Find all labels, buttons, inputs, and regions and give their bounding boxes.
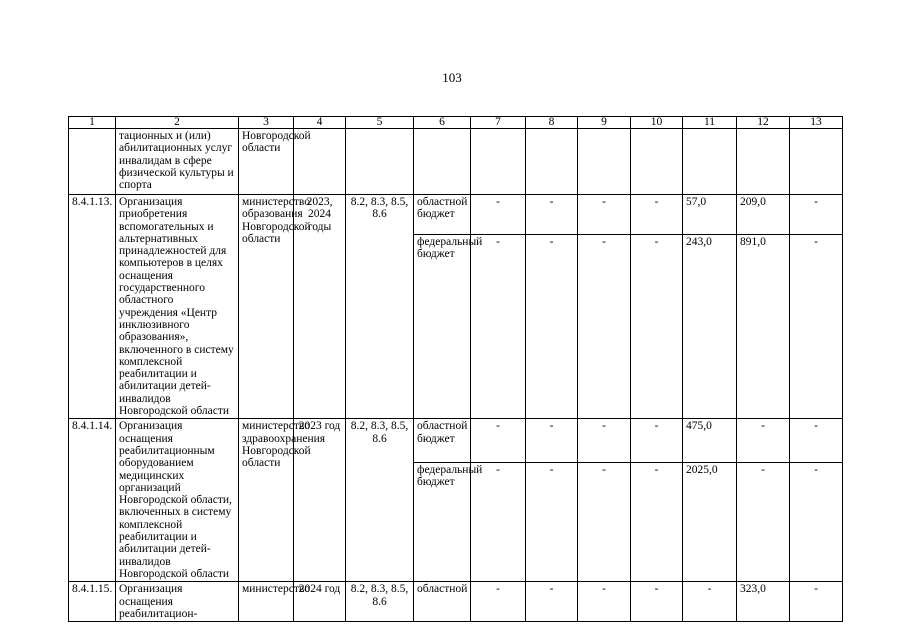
value-col-9: - bbox=[578, 195, 631, 235]
value-col-9: - bbox=[578, 582, 631, 622]
value-col-7: - bbox=[471, 234, 526, 418]
value-col-8: - bbox=[526, 234, 578, 418]
value-col-12: 209,0 bbox=[737, 195, 790, 235]
header-col-3: 3 bbox=[239, 117, 294, 129]
header-col-6: 6 bbox=[414, 117, 471, 129]
value-col-10: - bbox=[631, 462, 683, 581]
executor-text: министерство здравоохранения Новгородской области bbox=[239, 419, 294, 582]
value-col-11: - bbox=[683, 582, 737, 622]
value-col-8: - bbox=[526, 582, 578, 622]
value-col-12: 891,0 bbox=[737, 234, 790, 418]
header-col-5: 5 bbox=[346, 117, 414, 129]
value-col-10: - bbox=[631, 195, 683, 235]
indicators-text: 8.2, 8.3, 8.5, 8.6 bbox=[346, 419, 414, 582]
header-col-11: 11 bbox=[683, 117, 737, 129]
value-cell bbox=[631, 129, 683, 195]
value-cell bbox=[790, 129, 843, 195]
value-col-12: - bbox=[737, 462, 790, 581]
header-col-10: 10 bbox=[631, 117, 683, 129]
value-col-11: 2025,0 bbox=[683, 462, 737, 581]
row-id: 8.4.1.13. bbox=[69, 195, 116, 419]
program-activities-table bbox=[68, 116, 843, 622]
value-col-10: - bbox=[631, 419, 683, 462]
table-row bbox=[69, 195, 843, 235]
value-col-13: - bbox=[790, 419, 843, 462]
value-col-13: - bbox=[790, 582, 843, 622]
value-col-11: 243,0 bbox=[683, 234, 737, 418]
indicators-text: 8.2, 8.3, 8.5, 8.6 bbox=[346, 195, 414, 419]
value-col-9: - bbox=[578, 234, 631, 418]
activity-text: Организация оснащения реабилитацион- bbox=[116, 582, 239, 622]
period-text: 2023 год bbox=[294, 419, 346, 582]
funding-source: областной бюджет bbox=[414, 195, 471, 235]
header-col-13: 13 bbox=[790, 117, 843, 129]
funding-source-cell bbox=[414, 129, 471, 195]
header-col-9: 9 bbox=[578, 117, 631, 129]
row-id: 8.4.1.15. bbox=[69, 582, 116, 622]
executor-text: министерство образования Новгородской области bbox=[239, 195, 294, 419]
value-col-10: - bbox=[631, 234, 683, 418]
value-col-7: - bbox=[471, 462, 526, 581]
value-cell bbox=[526, 129, 578, 195]
value-col-13: - bbox=[790, 234, 843, 418]
value-col-11: 475,0 bbox=[683, 419, 737, 462]
header-col-8: 8 bbox=[526, 117, 578, 129]
header-col-12: 12 bbox=[737, 117, 790, 129]
column-number-header bbox=[69, 117, 843, 129]
page-number: 103 bbox=[442, 70, 462, 85]
header-col-7: 7 bbox=[471, 117, 526, 129]
header-col-2: 2 bbox=[116, 117, 239, 129]
value-cell bbox=[471, 129, 526, 195]
period-text: 2023, 2024 годы bbox=[294, 195, 346, 419]
value-cell bbox=[578, 129, 631, 195]
header-col-1: 1 bbox=[69, 117, 116, 129]
funding-source: федеральный бюджет bbox=[414, 462, 471, 581]
value-cell bbox=[737, 129, 790, 195]
value-col-13: - bbox=[790, 195, 843, 235]
value-col-11: 57,0 bbox=[683, 195, 737, 235]
value-col-7: - bbox=[471, 419, 526, 462]
funding-source: областной бюджет bbox=[414, 419, 471, 462]
activity-text: тационных и (или) абилитационных услуг инвалидам в сфере физической культуры и спорта bbox=[116, 129, 239, 195]
value-col-8: - bbox=[526, 419, 578, 462]
value-col-7: - bbox=[471, 582, 526, 622]
value-col-8: - bbox=[526, 195, 578, 235]
value-col-12: 323,0 bbox=[737, 582, 790, 622]
funding-source: федеральный бюджет bbox=[414, 234, 471, 418]
table-row-continuation bbox=[69, 129, 843, 195]
executor-text: Новгородской области bbox=[239, 129, 294, 195]
value-col-12: - bbox=[737, 419, 790, 462]
value-col-10: - bbox=[631, 582, 683, 622]
row-id: 8.4.1.14. bbox=[69, 419, 116, 582]
value-col-9: - bbox=[578, 462, 631, 581]
value-col-7: - bbox=[471, 195, 526, 235]
value-col-9: - bbox=[578, 419, 631, 462]
value-col-8: - bbox=[526, 462, 578, 581]
executor-text: министерство bbox=[239, 582, 294, 622]
header-col-4: 4 bbox=[294, 117, 346, 129]
activity-text: Организация оснащения реабилитационным оборудованием медицинских организаций Новгородской области, включенных в систему комплексной реабилитации и абилитации детей-инвалидов Новгородской области bbox=[116, 419, 239, 582]
table-row bbox=[69, 582, 843, 622]
activity-text: Организация приобретения вспомогательных и альтернативных принадлежностей для компьютеров в целях оснащения государственного областного учреждения «Центр инклюзивного образования», включенного в систему комплексной реабилитации и абилитации детей-инвалидов Новгородской области bbox=[116, 195, 239, 419]
indicators-cell bbox=[346, 129, 414, 195]
table-row bbox=[69, 419, 843, 462]
period-text: 2024 год bbox=[294, 582, 346, 622]
row-id bbox=[69, 129, 116, 195]
value-col-13: - bbox=[790, 462, 843, 581]
value-cell bbox=[683, 129, 737, 195]
funding-source: областной bbox=[414, 582, 471, 622]
indicators-text: 8.2, 8.3, 8.5, 8.6 bbox=[346, 582, 414, 622]
